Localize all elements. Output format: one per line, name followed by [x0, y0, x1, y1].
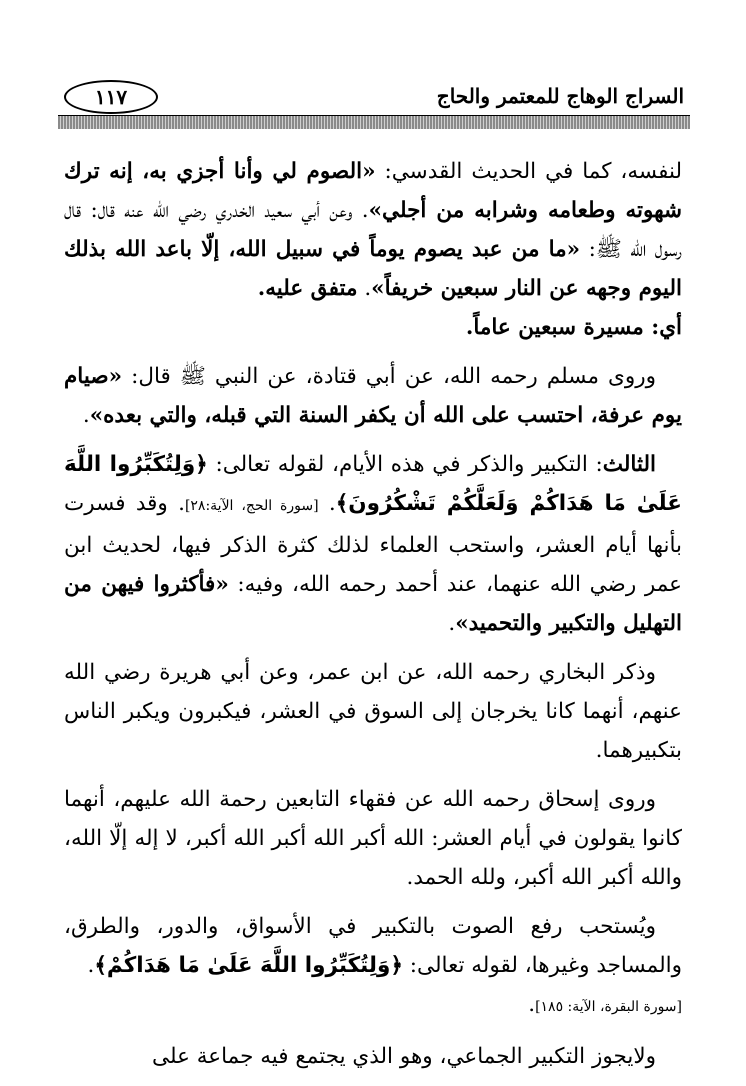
bold-quote: متفق عليه. — [257, 276, 358, 301]
text-segment: ويُستحب رفع الصوت بالتكبير في الأسواق، والدور، والطرق، والمساجد وغيرها، لقوله تعالى: — [64, 914, 682, 978]
text-segment: . — [82, 403, 90, 428]
quran-verse: ﴿وَلِتُكَبِّرُوا اللَّهَ عَلَىٰ مَا هَدَاكُمْ﴾ — [94, 953, 403, 978]
paragraph — [64, 308, 682, 347]
text-segment: . — [87, 953, 95, 978]
text-segment: وذكر البخاري رحمه الله، عن ابن عمر، وعن أبي هريرة رضي الله عنهم، — [64, 660, 682, 724]
bold-quote: «فأكثروا فيهن من التهليل والتكبير والتحميد» — [64, 572, 682, 636]
paragraph — [64, 1037, 682, 1076]
bold-quote: الثالث — [602, 452, 656, 477]
text-segment: . — [448, 611, 456, 636]
page-header — [58, 78, 688, 118]
paragraph — [64, 357, 682, 435]
paragraph — [64, 907, 682, 985]
text-segment: . — [595, 738, 603, 763]
bold-quote: «الصوم لي وأنا أجزي به، إنه ترك شهوته وطعامه وشرابه من أجلي» — [64, 159, 683, 223]
verse-reference: [سورة البقرة، الآية: ١٨٥] — [535, 999, 682, 1015]
text-segment: وروى إسحاق رحمه الله عن فقهاء التابعين رحمة الله عليهم، أنهما كانوا يقولون في أيام العشر: الله أكبر الله أكبر الله أكبر، لا إله إلّا الله، والله أكبر الله أكبر، ولله الحمد. — [64, 787, 682, 890]
text-segment: لنفسه، كما في الحديث القدسي: — [375, 159, 682, 184]
quran-verse: ﴿وَلِتُكَبِّرُوا اللَّهَ عَلَىٰ مَا هَدَاكُمْ وَلَعَلَّكُمْ تَشْكُرُونَ﴾ — [64, 452, 682, 516]
text-segment: ولايجوز التكبير الجماعي، وهو الذي يجتمع فيه جماعة على — [152, 1044, 656, 1069]
text-segment: . وقد فسرت بأنها أيام العشر، واستحب العلماء لذلك كثرة الذكر فيها، لحديث ابن عمر رضي الله عنهما، عند أحمد رحمه الله، وفيه: — [64, 491, 682, 597]
text-segment: أنهما كانا يخرجان إلى السوق في العشر، فيكبرون ويكبر الناس بتكبيرهما — [64, 699, 682, 763]
text-segment: . — [357, 276, 372, 301]
text-segment: . — [318, 491, 336, 516]
page-number-badge — [64, 80, 158, 114]
header-rule-band — [58, 116, 690, 129]
page-number: ١١٧ — [94, 85, 128, 109]
page-body — [64, 152, 682, 1076]
text-segment: . وعن أبي سعيد الخدري رضي الله عنه قال: قال رسول الله ﷺ: — [64, 198, 682, 262]
paragraph — [64, 985, 682, 1027]
paragraph — [64, 780, 682, 897]
paragraph — [64, 152, 682, 308]
running-title: السراج الوهاج للمعتمر والحاج — [436, 84, 684, 108]
verse-reference: [سورة الحج، الآية:٢٨] — [184, 498, 319, 514]
bold-quote: «ما من عبد يصوم يوماً في سبيل الله، إلّا باعد الله بذلك اليوم وجهه عن النار سبعين خريفاً» — [64, 237, 682, 301]
text-segment: : التكبير والذكر في هذه الأيام، لقوله تعالى: — [207, 452, 603, 477]
paragraph — [64, 445, 682, 643]
bold-quote: أي: مسيرة سبعين عاماً. — [465, 315, 682, 340]
text-segment: وروى مسلم رحمه الله، عن أبي قتادة، عن النبي ﷺ قال: — [122, 364, 656, 389]
bold-quote: «صيام يوم عرفة، احتسب على الله أن يكفر السنة التي قبله، والتي بعده» — [64, 364, 682, 428]
text-segment: . — [528, 992, 536, 1017]
paragraph — [64, 653, 682, 770]
